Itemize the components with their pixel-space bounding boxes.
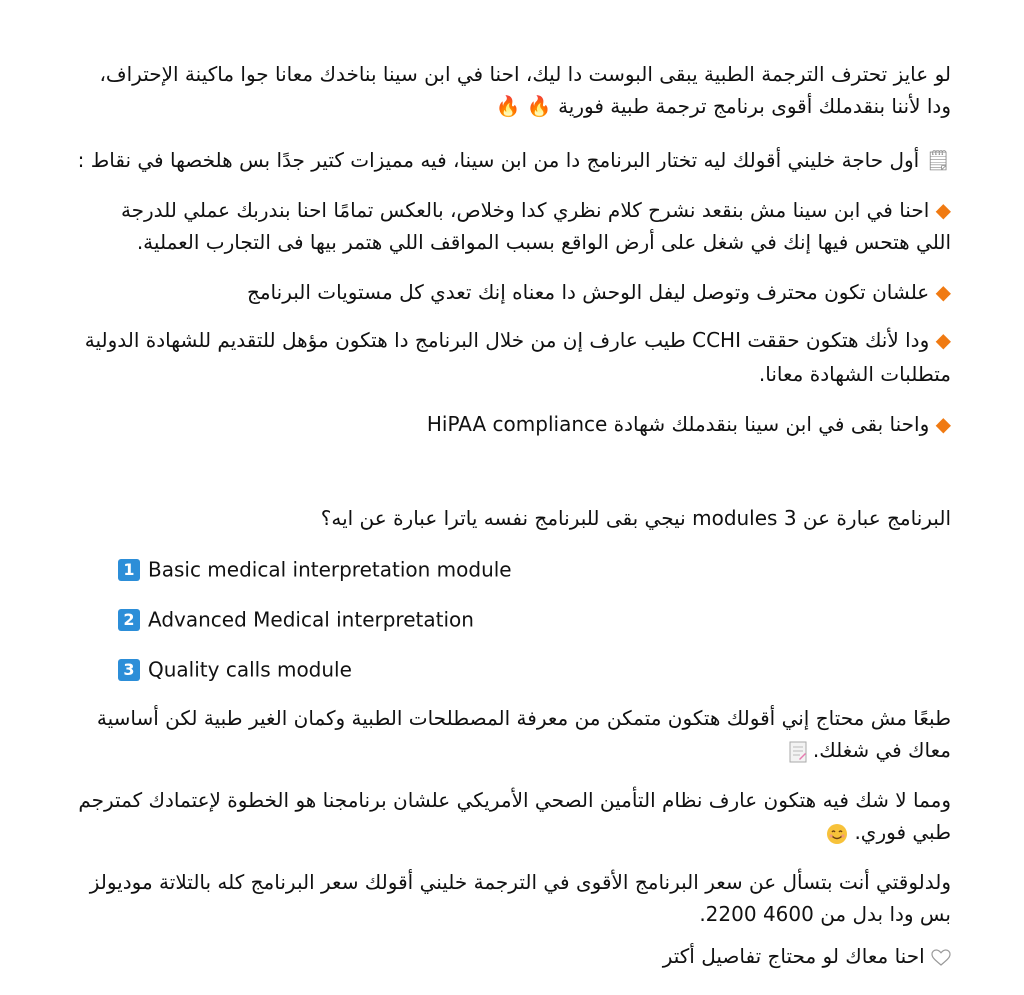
module-item [118,602,951,636]
insurance-text-2: طبي فوري. [854,820,951,844]
intro-text-1: لو عايز تحترف الترجمة الطبية يبقى البوست دا ليك، احنا في ابن سينا بناخدك معانا جوا ماكينة الإحتراف، [99,62,951,86]
bullet-cchi-text-2: متطلبات الشهادة معانا. [758,362,951,386]
bullet-practical-text-1: احنا في ابن سينا مش بنقعد نشرح كلام نظري كدا وخلاص، بالعكس تمامًا احنا بندربك عملي للدرجة [120,198,930,222]
notepad-icon: 🗒 [925,148,951,172]
modules-intro-text: البرنامج عبارة عن 3 modules نيجي بقى للبرنامج نفسه ياترا عبارة عن ايه؟ [320,506,951,530]
contact-text: احنا معاك لو محتاج تفاصيل أكتر [662,944,925,968]
number-3-icon: 3 [118,659,140,681]
bullet-cchi-line-1 [84,324,951,356]
smiling-face-icon [826,823,848,845]
bullet-levels-text: علشان تكون محترف وتوصل ليفل الوحش دا معناه إنك تعدي كل مستويات البرنامج [246,280,930,304]
bullet-hipaa-text: واحنا بقى في ابن سينا بنقدملك شهادة HiPAA compliance [426,412,930,436]
diamond-bullet-icon: ◆ [935,412,951,436]
module-item [118,652,951,686]
insurance-line-2 [118,816,951,848]
module-label: Advanced Medical interpretation [148,607,474,632]
bullet-practical-line-1 [118,194,951,226]
fire-icon: 🔥 [495,94,521,118]
why-paragraph [77,144,951,176]
price-line-1 [89,866,951,898]
contact-line [118,940,951,972]
intro-line-1 [99,58,951,90]
terminology-text-1: طبعًا مش محتاج إني أقولك هتكون متمكن من معرفة المصطلحات الطبية وكمان الغير طبية لكن أساسية [96,706,951,730]
insurance-line-1 [78,784,951,816]
price-text-2: بس ودا بدل من 4600 2200. [699,902,951,926]
module-label: Basic medical interpretation module [148,557,512,582]
bullet-hipaa [118,408,951,440]
bullet-practical-text-2: اللي هتحس فيها إنك في شغل على أرض الواقع بسبب المواقف اللي هتمر بيها فى التجارب العملية. [136,230,951,254]
terminology-line-2 [118,734,951,766]
diamond-bullet-icon: ◆ [935,198,951,222]
intro-line-2 [118,90,951,122]
price-text-1: ولدلوقتي أنت بتسأل عن سعر البرنامج الأقوى في الترجمة خليني أقولك سعر البرنامج كله بالتلاتة موديولز [89,870,951,894]
bullet-practical-line-2 [118,226,951,258]
diamond-bullet-icon: ◆ [935,328,951,352]
intro-text-2: ودا لأننا بنقدملك أقوى برنامج ترجمة طبية فورية [558,94,951,118]
document-icon [789,741,807,763]
bullet-cchi-text-1: ودا لأنك هتكون حققت CCHI طيب عارف إن من خلال البرنامج دا هتكون مؤهل للتقديم للشهادة الدولية [84,328,930,352]
price-line-2 [118,898,951,930]
bullet-cchi-line-2 [118,358,951,390]
number-2-icon: 2 [118,609,140,631]
terminology-line-1 [96,702,951,734]
diamond-bullet-icon: ◆ [935,280,951,304]
heart-icon [931,948,951,968]
terminology-text-2: معاك في شغلك. [812,738,951,762]
fire-icon: 🔥 [526,94,552,118]
bullet-levels [118,276,951,308]
module-item [118,552,951,586]
number-1-icon: 1 [118,559,140,581]
why-text: أول حاجة خليني أقولك ليه تختار البرنامج دا من ابن سينا، فيه مميزات كتير جدًا بس هلخصها في نقاط : [77,148,920,172]
modules-intro [118,502,951,534]
insurance-text-1: ومما لا شك فيه هتكون عارف نظام التأمين الصحي الأمريكي علشان برنامجنا هو الخطوة لإعتمادك كمترجم [78,788,951,812]
module-label: Quality calls module [148,657,352,682]
